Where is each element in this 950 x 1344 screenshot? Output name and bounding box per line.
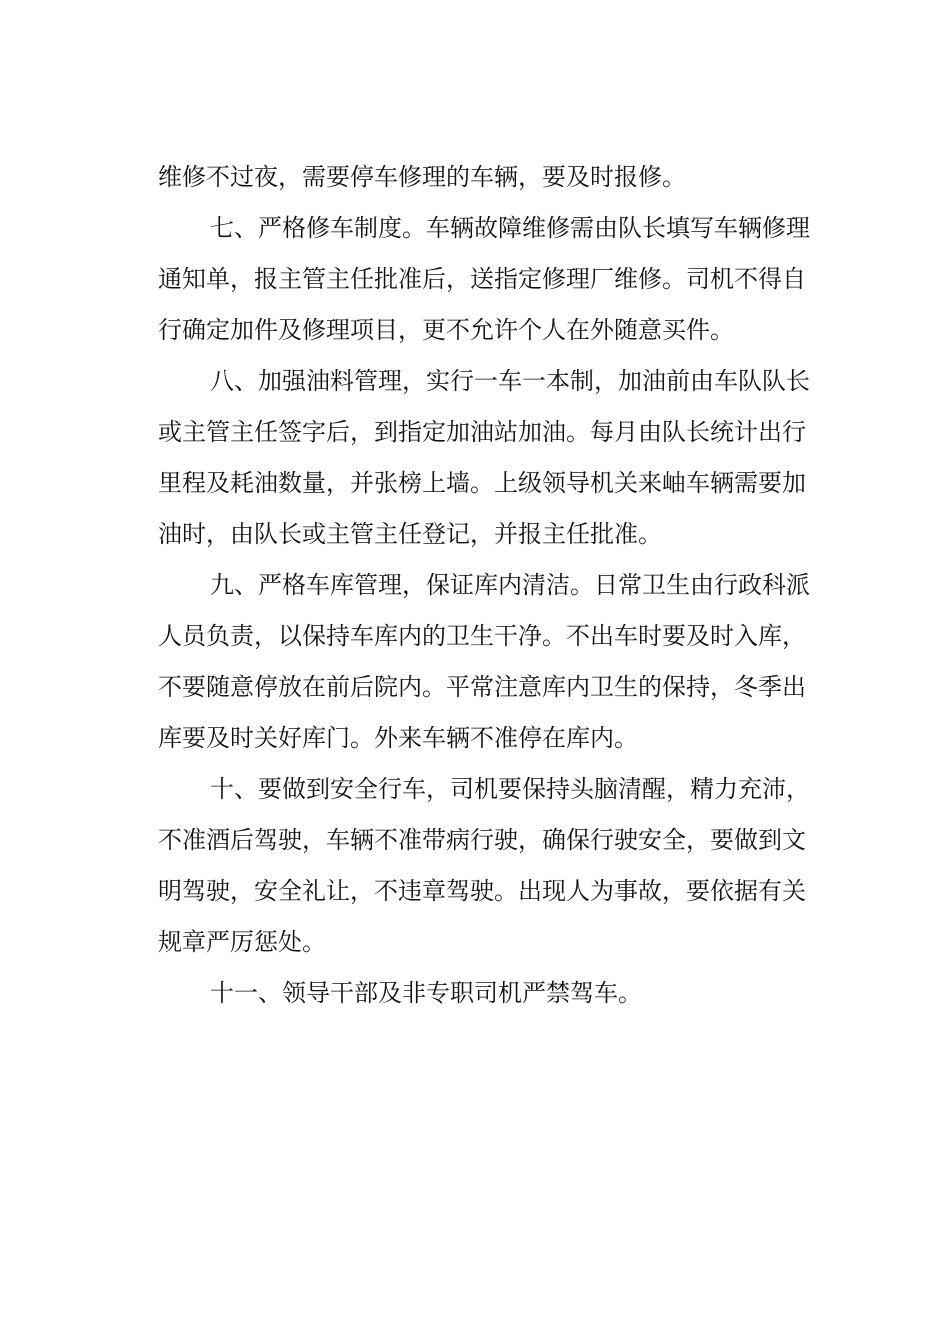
paragraph-item-11 [158, 968, 808, 1019]
paragraph-line: 或主管主任签字后，到指定加油站加油。每月由队长统计出行 [158, 418, 806, 446]
paragraph-item-7 [158, 203, 808, 356]
paragraph-line: 里程及耗油数量，并张榜上墙。上级领导机关来岫车辆需要加 [158, 469, 806, 497]
paragraph-line: 十、要做到安全行车，司机要保持头脑清醒，精力充沛， [210, 775, 810, 803]
paragraph-line: 行确定加件及修理项目，更不允许个人在外随意买件。 [158, 316, 734, 344]
paragraph-line: 规章严厉惩处。 [158, 928, 326, 956]
paragraph-line: 维修不过夜，需要停车修理的车辆，要及时报修。 [158, 163, 686, 191]
paragraph-line: 明驾驶，安全礼让，不违章驾驶。出现人为事故，要依据有关 [158, 877, 806, 905]
paragraph-continuation [158, 152, 808, 203]
paragraph-line: 库要及时关好库门。外来车辆不准停在库内。 [158, 724, 638, 752]
document-body [158, 152, 808, 1019]
paragraph-item-10 [158, 764, 808, 968]
paragraph-line: 九、严格车库管理，保证库内清洁。日常卫生由行政科派 [210, 571, 810, 599]
paragraph-line: 不准酒后驾驶，车辆不准带病行驶，确保行驶安全，要做到文 [158, 826, 806, 854]
paragraph-line: 通知单，报主管主任批准后，送指定修理厂维修。司机不得自 [158, 265, 806, 293]
paragraph-item-9 [158, 560, 808, 764]
paragraph-line: 人员负责，以保持车库内的卫生干净。不出车时要及时入库， [158, 622, 806, 650]
paragraph-line: 十一、领导干部及非专职司机严禁驾车。 [210, 979, 642, 1007]
paragraph-line: 八、加强油料管理，实行一车一本制，加油前由车队队长 [210, 367, 810, 395]
paragraph-line: 不要随意停放在前后院内。平常注意库内卫生的保持，冬季出 [158, 673, 806, 701]
paragraph-item-8 [158, 356, 808, 560]
paragraph-line: 油时，由队长或主管主任登记，并报主任批准。 [158, 520, 662, 548]
paragraph-line: 七、严格修车制度。车辆故障维修需由队长填写车辆修理 [210, 214, 810, 242]
